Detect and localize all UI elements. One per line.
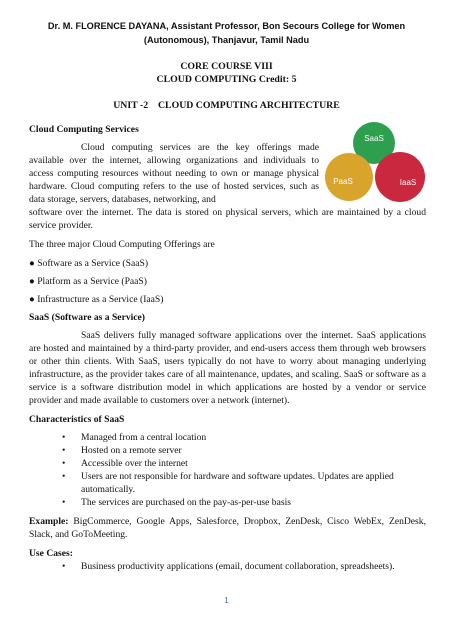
offering-item: ● Platform as a Service (PaaS) bbox=[29, 276, 147, 287]
list-item: • Business productivity applications (email, document collaboration, spreadsheets). bbox=[62, 561, 395, 572]
list-item: • Managed from a central location bbox=[62, 432, 207, 443]
example-paragraph bbox=[29, 515, 426, 541]
section-heading-use-cases: Use Cases: bbox=[29, 548, 73, 559]
cloud-services-paragraph-part-2: software over the internet. The data is stored on physical servers, which are maintained by a cloud service provider. bbox=[29, 207, 426, 231]
list-item: • Users are not responsible for hardware and software updates. Updates are applied automatically. bbox=[62, 471, 394, 495]
venn-label-iaas: IaaS bbox=[399, 178, 417, 187]
header-line-1: Dr. M. FLORENCE DAYANA, Assistant Professor, Bon Secours College for Women bbox=[47, 21, 406, 31]
section-heading-saas: SaaS (Software as a Service) bbox=[29, 312, 145, 323]
cloud-services-paragraph-part-1: Cloud computing services are the key offerings made available over the internet, allowing organizations and individuals to access computing resources without needing to own or manage physical hardware. Cloud computing refers to the use of hosted services, such as data storage, servers, databases, networking, and bbox=[29, 142, 319, 205]
list-item: • Hosted on a remote server bbox=[62, 445, 182, 456]
unit-title: UNIT -2 CLOUD COMPUTING ARCHITECTURE bbox=[113, 100, 340, 111]
course-line-2: CLOUD COMPUTING Credit: 5 bbox=[156, 74, 297, 85]
venn-label-paas: PaaS bbox=[333, 177, 353, 186]
characteristics-list bbox=[29, 431, 426, 509]
venn-label-saas: SaaS bbox=[364, 134, 384, 143]
bullet-icon: • bbox=[62, 561, 66, 572]
list-item: • The services are purchased on the pay-as-per-use basis bbox=[62, 497, 291, 508]
offerings-intro: The three major Cloud Computing Offerings are bbox=[29, 239, 215, 250]
page-header bbox=[20, 19, 433, 47]
example-text: BigCommerce, Google Apps, Salesforce, Dropbox, ZenDesk, Cisco WebEx, ZenDesk, Slack, and GoToMeeting. bbox=[29, 516, 426, 540]
section-heading-characteristics: Characteristics of SaaS bbox=[29, 414, 125, 425]
section-heading-cloud-services: Cloud Computing Services bbox=[29, 124, 139, 135]
page-content bbox=[29, 123, 426, 573]
example-label: Example: bbox=[29, 516, 69, 527]
bullet-icon: • bbox=[62, 458, 66, 469]
saas-paragraph: SaaS delivers fully managed software applications over the internet. SaaS applications are hosted and maintained by a third-party provider, and end-users access them through web browsers or other thin clients. With SaaS, users typically do not have to worry about managing underlying infrastructure, as the provider takes care of all maintenance, updates, and scaling. SaaS or software as a service is a software distribution model in which applications are hosted by a vendor or service provider and made available to customers over a network (internet). bbox=[29, 330, 426, 406]
bullet-icon: • bbox=[62, 497, 66, 508]
course-line-1: CORE COURSE VIII bbox=[180, 61, 273, 72]
header-line-2: (Autonomous), Thanjavur, Tamil Nadu bbox=[143, 35, 310, 45]
offering-item: ● Infrastructure as a Service (IaaS) bbox=[29, 294, 164, 305]
bullet-icon: • bbox=[62, 445, 66, 456]
offering-item: ● Software as a Service (SaaS) bbox=[29, 258, 149, 269]
bullet-icon: • bbox=[62, 471, 66, 482]
course-title bbox=[0, 60, 453, 86]
page-number: 1 bbox=[224, 596, 229, 605]
bullet-icon: • bbox=[62, 432, 66, 443]
offerings-list bbox=[29, 257, 426, 306]
use-cases-list bbox=[29, 560, 426, 573]
list-item: • Accessible over the internet bbox=[62, 458, 188, 469]
